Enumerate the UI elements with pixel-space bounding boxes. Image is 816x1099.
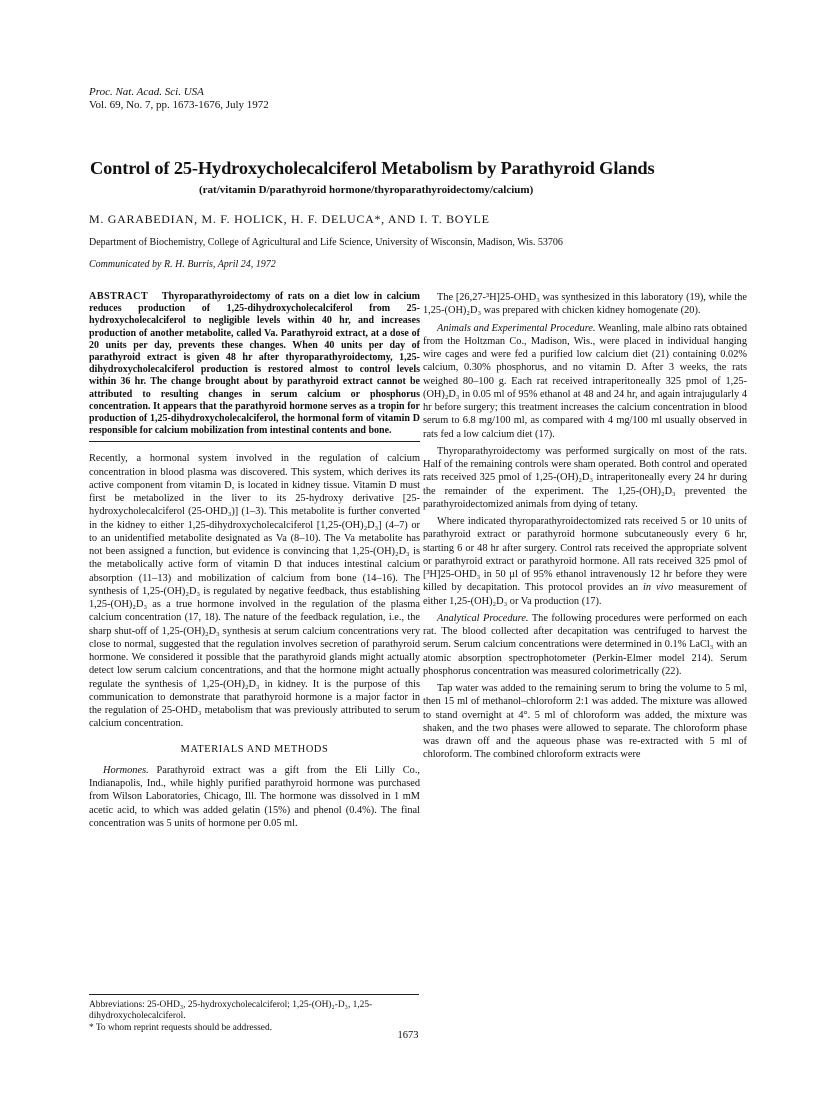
keywords: (rat/vitamin D/parathyroid hormone/thyroparathyroidectomy/calcium) xyxy=(199,184,534,196)
left-column xyxy=(89,291,420,830)
abstract-divider xyxy=(89,441,420,442)
authors: M. GARABEDIAN, M. F. HOLICK, H. F. DELUCA*, AND I. T. BOYLE xyxy=(89,212,490,226)
extraction-paragraph: Tap water was added to the remaining serum to bring the volume to 5 ml, then 15 ml of methanol–chloroform 2:1 was added. The mixture was allowed to stand overnight at 4°. 5 ml of chloroform was added, the mixture was shaken, and the two phases were allowed to separate. The chloroform phase was drawn off and the aqueous phase was re-extracted with 5 ml of chloroform. The combined chloroform extracts were xyxy=(423,683,747,761)
analytical-text: The following procedures were performed on each rat. The blood collected after decapitation was centrifuged to harvest the serum. Serum calcium concentrations were determined in 0.1% LaCl₃ with an atomic absorption spectrophotometer (Perkin-Elmer model 214). Serum phosphorus concentration was measured colorimetrically (22). xyxy=(423,612,747,677)
footnote-divider xyxy=(89,994,419,995)
protocol-text-a: Where indicated thyroparathyroidectomized rats received 5 or 10 units of parathyroid extract or parathyroid hormone subcutaneously every 6 hr, starting 6 or 48 hr after surgery. Control rats received the appropriate solvent or parathyroid extract or parathyroid hormone. All rats received 325 pmol of [³H]25-OHD₃ in 50 µl of 95% ethanol intravenously 12 hr before they were killed by decapitation. This protocol provides an xyxy=(423,516,747,594)
hormones-text: Parathyroid extract was a gift from the Eli Lilly Co., Indianapolis, Ind., while highly purified parathyroid hormone was purchased from Wilson Laboratories, Chicago, Ill. The hormone was dissolved in 1 mM acetic acid, to which was added gelatin (15%) and phenol (0.4%). The final concentration was 5 units of hormone per 0.05 ml. xyxy=(89,764,420,829)
abstract-label: ABSTRACT xyxy=(89,291,149,302)
animals-paragraph xyxy=(423,322,747,441)
protocol-text-b: measurement of either 1,25-(OH)₂D₃ or Va production (17). xyxy=(423,582,747,607)
analytical-paragraph xyxy=(423,612,747,678)
animals-label: Animals and Experimental Procedure. xyxy=(437,322,596,334)
right-column xyxy=(423,291,747,762)
methods-heading: MATERIALS AND METHODS xyxy=(180,743,329,755)
journal-header xyxy=(89,86,269,112)
intro-paragraph: Recently, a hormonal system involved in the regulation of calcium concentration in blood plasma was discovered. This system, which derives its active component from vitamin D, is located in kidney tissue. Vitamin D must first be metabolized in the liver to its 25-hydroxy derivative [25-hydroxycholecalciferol (25-OHD₃)] (1–3). This metabolite is further converted in the kidney to either 1,25-dihydroxycholecalciferol [1,25-(OH)₂D₃] (4–7) or to an unidentified metabolite designated as Va (8–10). The Va metabolite has not been assigned a function, but evidence is convincing that 1,25-(OH)₂D₃ is the metabolically active form of vitamin D that induces intestinal calcium absorption (11–13) and mobilization of calcium from bone (14–16). The synthesis of 1,25-(OH)₂D₃ is regulated by negative feedback, thus establishing 1,25-(OH)₂D₃ as a true hormone involved in the regulation of the plasma calcium concentration (17, 18). The nature of the feedback regulation, i.e., the sharp shut-off of 1,25-(OH)₂D₃ synthesis at serum calcium concentrations very close to normal, suggested that the regulation involves secretion of parathyroid hormone. We considered it possible that the parathyroid glands might actually detect low serum calcium concentrations, and that the hormone might actually regulate the synthesis of 1,25-(OH)₂D₃ in kidney. It is the purpose of this communication to demonstrate that parathyroid hormone is a major factor in the regulation of 25-OHD₃ metabolism that was previously attributed to serum calcium concentration. xyxy=(89,453,420,730)
journal-name: Proc. Nat. Acad. Sci. USA xyxy=(89,86,204,98)
communicated-by: Communicated by R. H. Burris, April 24, 1972 xyxy=(89,259,276,270)
footnote-abbreviations: Abbreviations: 25-OHD₃, 25-hydroxycholecalciferol; 1,25-(OH)₂-D₃, 1,25-dihydroxycholecalciferol. xyxy=(89,1000,373,1022)
footnotes xyxy=(89,994,419,1034)
abstract-text: Thyroparathyroidectomy of rats on a diet low in calcium reduces production of 1,25-dihydroxycholecalciferol from 25-hydroxycholecalciferol to negligible levels within 40 hr, and increases production of another metabolite, called Va. Parathyroid extract, at a dose of 20 units per day, prevents these changes. When 40 units per day of parathyroid extract is given 48 hr after thyroparathyroidectomy, 1,25-dihydroxycholecalciferol production is restored almost to control levels within 36 hr. The change brought about by parathyroid extract cannot be attributed to resulting changes in serum calcium or phosphorus concentration. It appears that the parathyroid hormone serves as a tropin for production of 1,25-dihydroxycholecalciferol, the hormonal form of vitamin D responsible for calcium mobilization from intestinal contents and bone. xyxy=(89,291,420,437)
protocol-paragraph xyxy=(423,515,747,608)
page-number: 1673 xyxy=(397,1030,419,1041)
journal-citation: Vol. 69, No. 7, pp. 1673-1676, July 1972 xyxy=(89,99,269,111)
thyroparathyroidectomy-paragraph: Thyroparathyroidectomy was performed surgically on most of the rats. Half of the remaining controls were sham operated. Both control and operated rats received 325 pmol of 1,25-(OH)₂D₃ intraperitoneally every 24 hr during the remainder of the experiment. The 1,25-(OH)₂D₃ prevented the parathyroidectomized animals from dying of tetany. xyxy=(423,445,747,510)
hormones-paragraph xyxy=(89,764,420,830)
analytical-label: Analytical Procedure. xyxy=(437,612,529,624)
affiliation: Department of Biochemistry, College of Agricultural and Life Science, University of Wisconsin, Madison, Wis. 53706 xyxy=(89,237,563,248)
paper-title: Control of 25-Hydroxycholecalciferol Metabolism by Parathyroid Glands xyxy=(90,158,655,178)
animals-text: Weanling, male albino rats obtained from the Holtzman Co., Madison, Wis., were placed in individual hanging wire cages and were fed a purified low calcium diet (21) containing 0.02% calcium, 0.30% phosphorus, and no vitamin D. After 3 weeks, the rats weighed 80–100 g. Each rat received intraperitoneally 325 pmol of 1,25-(OH)₂D₃ in 0.05 ml of 95% ethanol at 48 and 24 hr, and again intrajugularly 4 hr before surgery; this treatment increases the calcium concentration in blood serum to 6.8 mg/100 ml, as compared with 4 mg/100 ml usually observed in rats fed a low calcium diet (17). xyxy=(423,322,747,440)
hormones-label: Hormones. xyxy=(103,764,149,776)
abstract xyxy=(89,291,420,437)
synthesis-paragraph: The [26,27-³H]25-OHD₃ was synthesized in this laboratory (19), while the 1,25-(OH)₂D₃ was prepared with chicken kidney homogenate (20). xyxy=(423,292,747,317)
footnote-reprint: * To whom reprint requests should be addressed. xyxy=(89,1022,272,1033)
protocol-in-vivo: in vivo xyxy=(642,582,674,594)
